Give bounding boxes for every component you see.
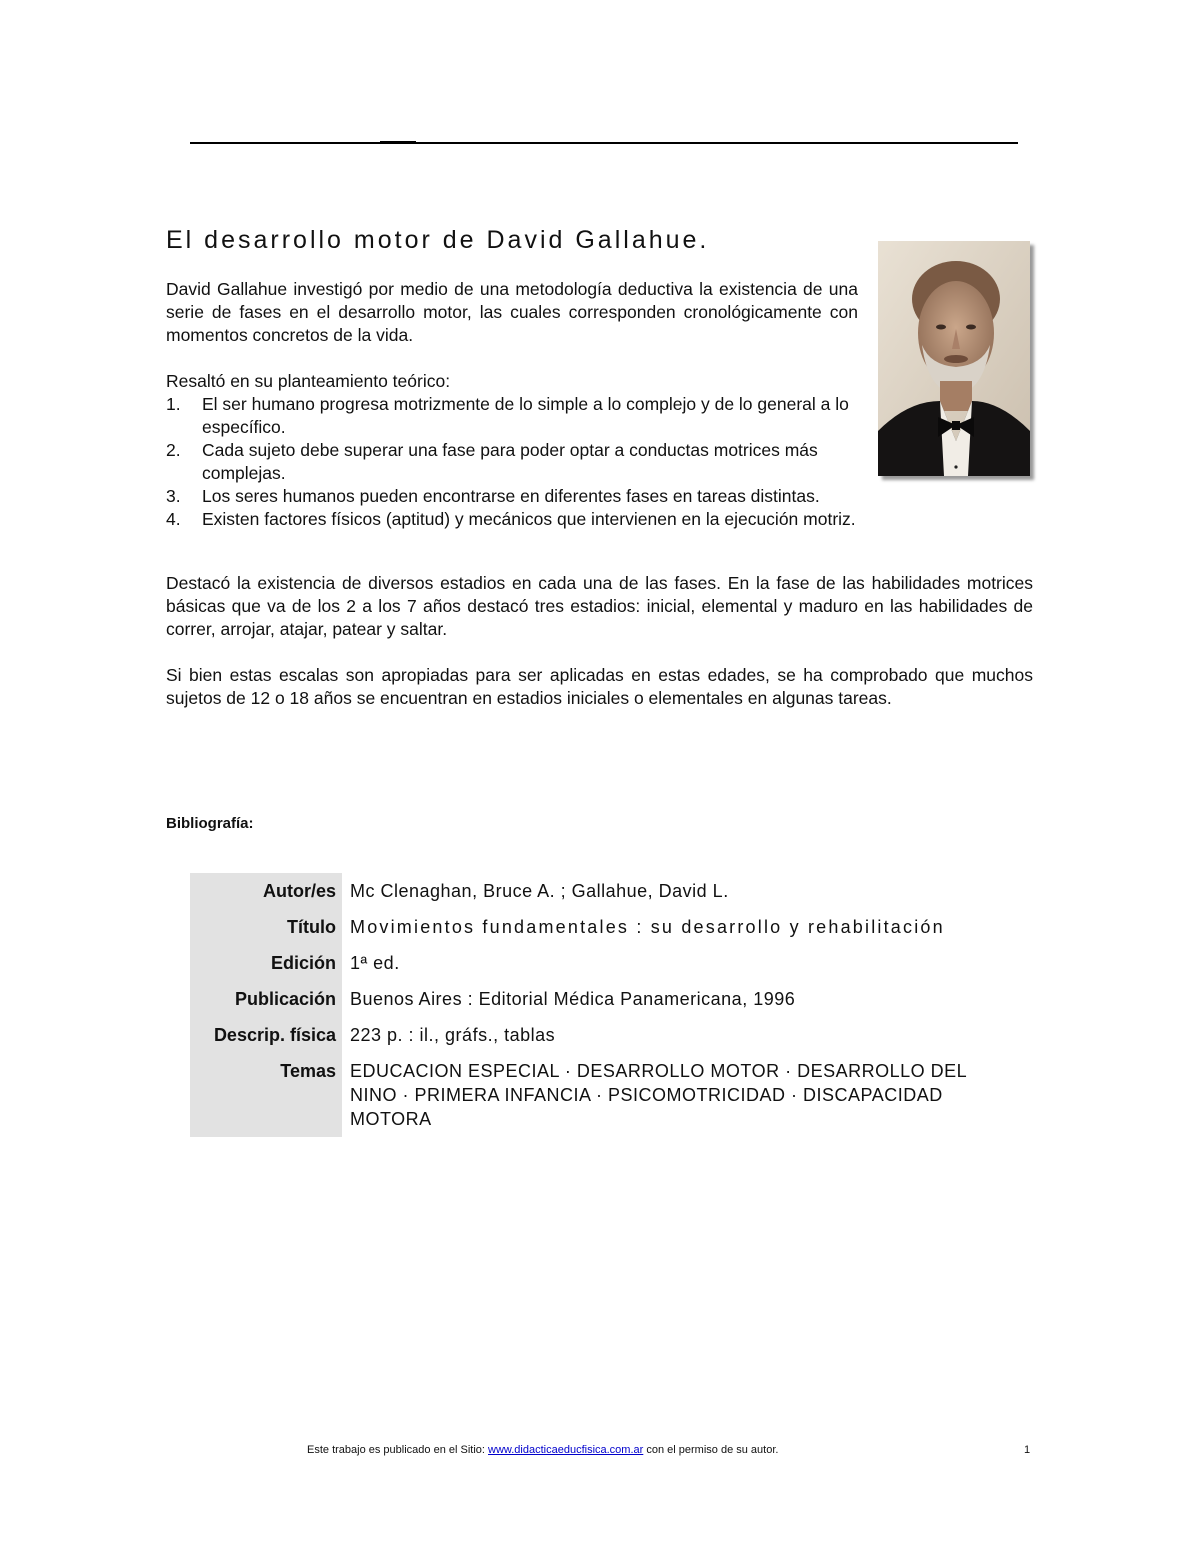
bibliography-heading: Bibliografía: [166, 815, 254, 832]
page-number: 1 [1024, 1444, 1031, 1456]
list-item [166, 485, 842, 508]
table-row [190, 873, 1018, 909]
list-item [166, 508, 1002, 531]
field-value: EDUCACION ESPECIAL · DESARROLLO MOTOR · DESARROLLO DEL NINO · PRIMERA INFANCIA · PSICOMOTRICIDAD · DISCAPACIDAD MOTORA [350, 1061, 967, 1129]
list-item-text: Los seres humanos pueden encontrarse en diferentes fases en tareas distintas. [202, 486, 820, 506]
list-item-text: El ser humano progresa motrizmente de lo simple a lo complejo y de lo general a lo específico. [202, 394, 849, 437]
field-value: 223 p. : il., gráfs., tablas [350, 1025, 556, 1045]
list-item-text: Existen factores físicos (aptitud) y mecánicos que intervienen en la ejecución motriz. [202, 509, 856, 529]
header-rule [190, 142, 1018, 144]
table-row [190, 981, 1018, 1017]
field-value: Buenos Aires : Editorial Médica Panamericana, 1996 [350, 989, 796, 1009]
remarks-heading: Resaltó en su planteamiento teórico: [166, 371, 451, 391]
header-rule-notch [380, 141, 416, 144]
list-item [166, 439, 862, 485]
paragraph-scales: Si bien estas escalas son apropiadas para ser aplicadas en estas edades, se ha comprobado que muchos sujetos de 12 o 18 años se encuentran en estadios iniciales o elementales en algunas tareas. [166, 665, 1033, 708]
field-label: Edición [190, 945, 342, 981]
field-label: Autor/es [190, 873, 342, 909]
intro-paragraph: David Gallahue investigó por medio de una metodología deductiva la existencia de una serie de fases en el desarrollo motor, las cuales corresponden cronológicamente con momentos concretos de la vida. [166, 279, 858, 345]
field-label: Temas [190, 1053, 342, 1137]
field-label: Descrip. física [190, 1017, 342, 1053]
list-item [166, 393, 862, 439]
field-value: 1ª ed. [350, 953, 400, 973]
list-item-number: 1. [166, 394, 181, 414]
table-row [190, 945, 1018, 981]
page-title: El desarrollo motor de David Gallahue. [166, 226, 710, 254]
field-label: Título [190, 909, 342, 945]
table-row [190, 1053, 1018, 1137]
list-item-number: 4. [166, 509, 181, 529]
footer-text-before: Este trabajo es publicado en el Sitio: [307, 1444, 489, 1456]
paragraph-stages: Destacó la existencia de diversos estadios en cada una de las fases. En la fase de las habilidades motrices básicas que va de los 2 a los 7 años destacó tres estadios: inicial, elemental y maduro en las habilidades de correr, arrojar, atajar, patear y saltar. [166, 573, 1033, 639]
footer-text [307, 1444, 778, 1456]
list-item-number: 2. [166, 440, 181, 460]
field-label: Publicación [190, 981, 342, 1017]
table-row [190, 1017, 1018, 1053]
points-list [166, 393, 1002, 531]
footer-text-after: con el permiso de su autor. [643, 1444, 779, 1456]
field-value: Mc Clenaghan, Bruce A. ; Gallahue, David L. [350, 881, 729, 901]
bibliography-table [190, 873, 1018, 1137]
table-row [190, 909, 1018, 945]
list-item-number: 3. [166, 486, 181, 506]
field-value: Movimientos fundamentales : su desarrollo y rehabilitación [350, 917, 945, 937]
footer-site-link[interactable]: www.didacticaeducfisica.com.ar [488, 1444, 644, 1456]
list-item-text: Cada sujeto debe superar una fase para poder optar a conductas motrices más complejas. [202, 440, 818, 483]
